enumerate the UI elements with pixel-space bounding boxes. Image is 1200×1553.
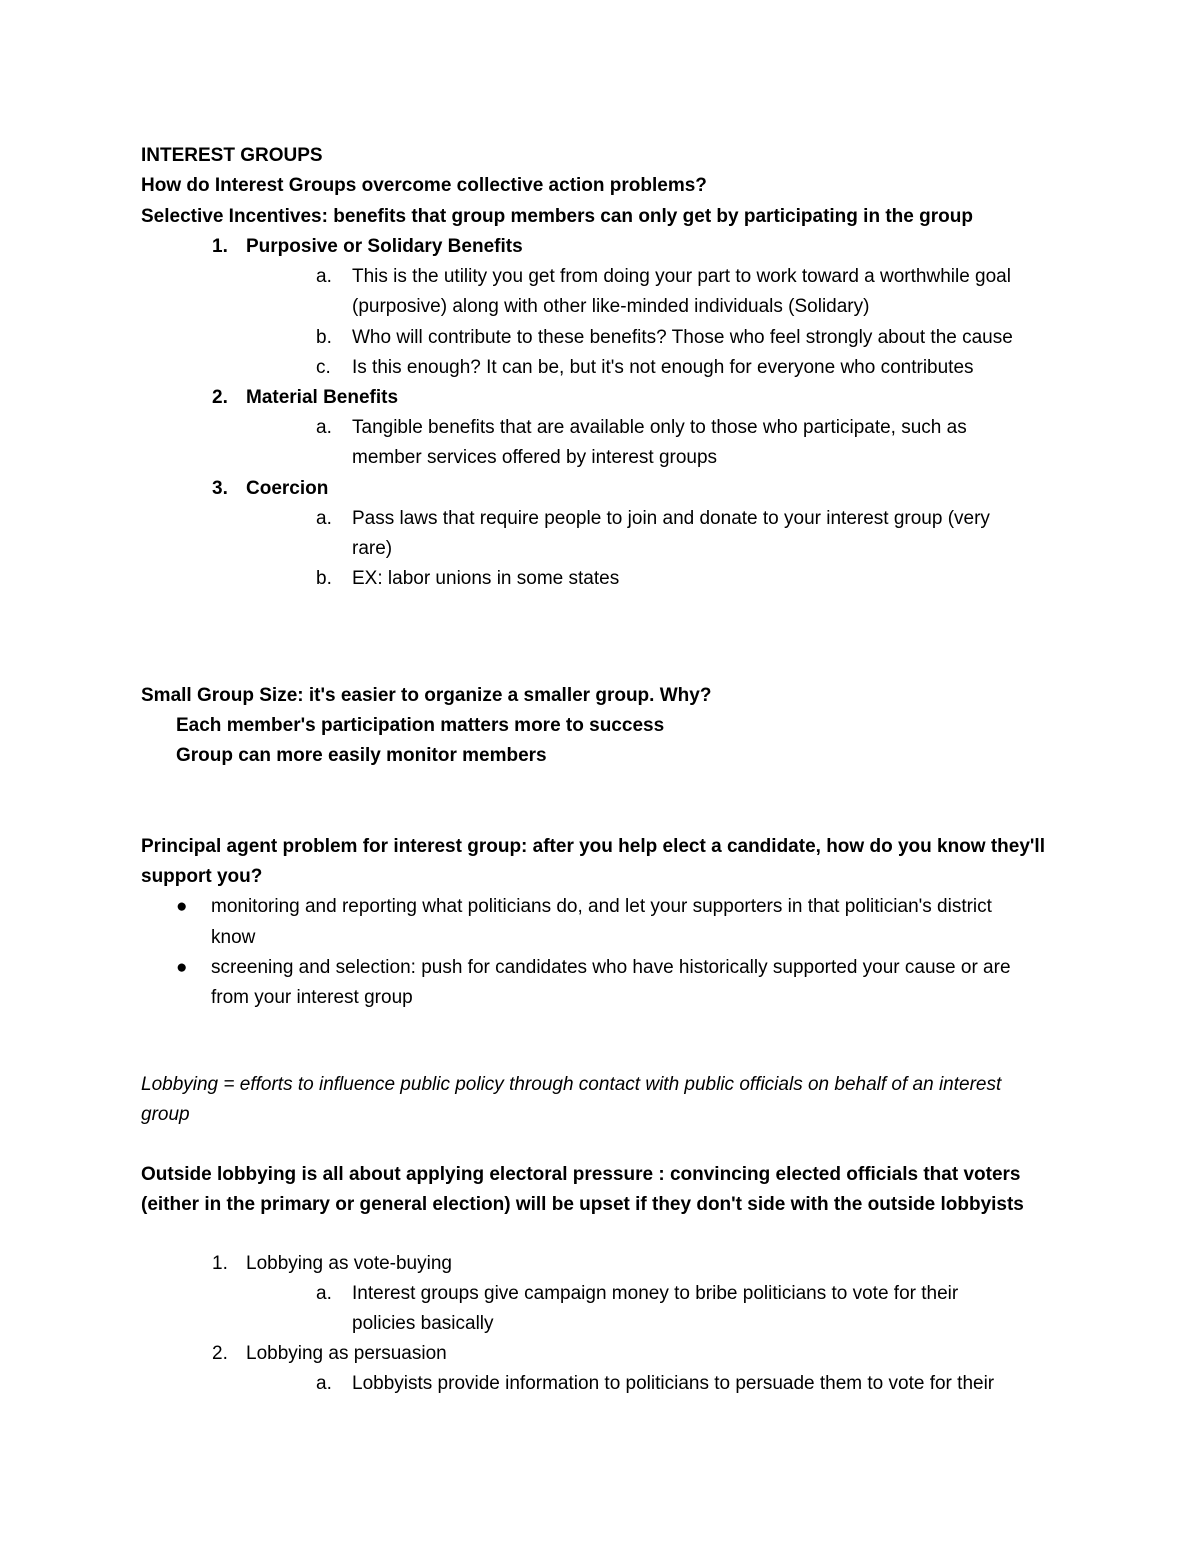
principal-agent-heading: support you? xyxy=(141,866,263,887)
list-number: 1. xyxy=(212,236,228,257)
sub-letter: a. xyxy=(316,266,332,287)
sub-item-text: Is this enough? It can be, but it's not enough for everyone who contributes xyxy=(352,357,974,378)
sub-item-text: policies basically xyxy=(352,1313,494,1334)
list-item-label: Material Benefits xyxy=(246,387,399,408)
sub-letter: a. xyxy=(316,508,332,529)
outside-lobbying-text: (either in the primary or general election) will be upset if they don't side with the outside lobbyists xyxy=(141,1194,1024,1215)
sub-item-text: Interest groups give campaign money to bribe politicians to vote for their xyxy=(352,1283,959,1304)
sub-letter: a. xyxy=(316,1373,332,1394)
sub-letter: b. xyxy=(316,327,332,348)
page-title: INTEREST GROUPS xyxy=(141,145,323,166)
sub-letter: c. xyxy=(316,357,331,378)
sub-item-text: Who will contribute to these benefits? Those who feel strongly about the cause xyxy=(352,327,1013,348)
lobbying-definition: group xyxy=(141,1104,190,1125)
bullet-icon: ● xyxy=(176,896,188,917)
sub-letter: a. xyxy=(316,417,332,438)
bullet-icon: ● xyxy=(176,957,188,978)
bullet-text: know xyxy=(211,927,256,948)
list-number: 2. xyxy=(212,1343,228,1364)
list-number: 2. xyxy=(212,387,228,408)
small-group-heading: Small Group Size: it's easier to organize a smaller group. Why? xyxy=(141,685,712,706)
sub-item-text: (purposive) along with other like-minded individuals (Solidary) xyxy=(352,296,870,317)
sub-letter: b. xyxy=(316,568,332,589)
list-item-label: Lobbying as persuasion xyxy=(246,1343,447,1364)
small-group-point: Each member's participation matters more to success xyxy=(176,715,665,736)
sub-item-text: rare) xyxy=(352,538,393,559)
bullet-text: from your interest group xyxy=(211,987,413,1008)
sub-item-text: Pass laws that require people to join and donate to your interest group (very xyxy=(352,508,990,529)
small-group-point: Group can more easily monitor members xyxy=(176,745,547,766)
sub-letter: a. xyxy=(316,1283,332,1304)
sub-item-text: This is the utility you get from doing your part to work toward a worthwhile goal xyxy=(352,266,1011,287)
bullet-text: monitoring and reporting what politicians do, and let your supporters in that politician's district xyxy=(211,896,992,917)
sub-item-text: Tangible benefits that are available only to those who participate, such as xyxy=(352,417,967,438)
outside-lobbying-text: Outside lobbying is all about applying electoral pressure : convincing elected officials that voters xyxy=(141,1164,1021,1185)
bullet-text: screening and selection: push for candidates who have historically supported your cause or are xyxy=(211,957,1011,978)
sub-item-text: Lobbyists provide information to politicians to persuade them to vote for their xyxy=(352,1373,995,1394)
list-item-label: Purposive or Solidary Benefits xyxy=(246,236,523,257)
selective-incentives-heading: Selective Incentives: benefits that group members can only get by participating in the group xyxy=(141,206,973,227)
list-number: 3. xyxy=(212,478,228,499)
sub-item-text: EX: labor unions in some states xyxy=(352,568,620,589)
list-number: 1. xyxy=(212,1253,228,1274)
lobbying-definition: Lobbying = efforts to influence public policy through contact with public officials on behalf of an interest xyxy=(141,1074,1002,1095)
list-item-label: Lobbying as vote-buying xyxy=(246,1253,452,1274)
list-item-label: Coercion xyxy=(246,478,329,499)
question-heading: How do Interest Groups overcome collective action problems? xyxy=(141,175,707,196)
principal-agent-heading: Principal agent problem for interest group: after you help elect a candidate, how do you know they'll xyxy=(141,836,1045,857)
sub-item-text: member services offered by interest groups xyxy=(352,447,718,468)
